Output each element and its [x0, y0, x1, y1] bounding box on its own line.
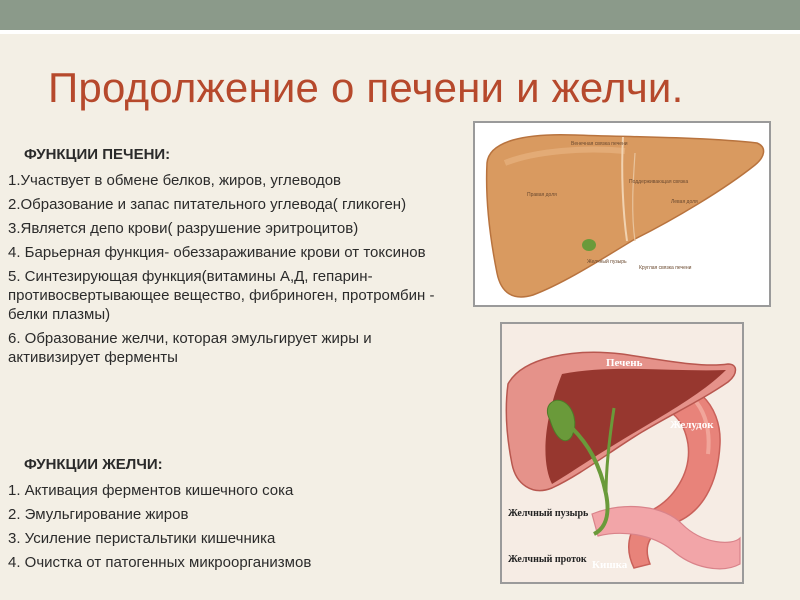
liver-functions-heading: ФУНКЦИИ ПЕЧЕНИ: — [24, 146, 171, 163]
liver-anatomy-figure — [473, 121, 771, 307]
figure1-label: Круглая связка печени — [639, 265, 692, 271]
figure1-label: Венечная связка печени — [571, 141, 628, 147]
list-item: 3. Усиление перистальтики кишечника — [8, 530, 276, 547]
list-item: 4. Очистка от патогенных микроорганизмов — [8, 554, 312, 571]
list-item: 4. Барьерная функция- обеззараживание крови от токсинов — [8, 244, 426, 261]
figure2-label: Желчный проток — [508, 554, 587, 565]
organs-illustration — [502, 324, 742, 582]
top-bar — [0, 0, 800, 30]
figure1-label: Левая доля — [671, 199, 698, 205]
figure2-label: Желудок — [670, 419, 714, 431]
liver-functions-list — [8, 171, 453, 372]
liver-illustration — [475, 123, 769, 305]
digestive-organs-figure — [500, 322, 744, 584]
figure2-label: Кишка — [592, 559, 628, 571]
gallbladder-shape — [582, 239, 596, 251]
list-item: 2. Эмульгирование жиров — [8, 506, 189, 523]
figure1-label: Поддерживающая связка — [629, 179, 689, 185]
list-item: 1.Участвует в обмене белков, жиров, углеводов — [8, 172, 342, 189]
top-divider — [0, 30, 800, 34]
list-item: 1. Активация ферментов кишечного сока — [8, 482, 294, 499]
figure2-label: Желчный пузырь — [508, 508, 589, 519]
bile-functions-list — [8, 481, 453, 577]
bile-functions-heading: ФУНКЦИИ ЖЕЛЧИ: — [24, 456, 163, 473]
slide-title: Продолжение о печени и желчи. — [48, 64, 684, 111]
list-item: 2.Образование и запас питательного углевода( гликоген) — [8, 196, 407, 213]
figure1-label: Правая доля — [527, 192, 557, 198]
list-item: 3.Является депо крови( разрушение эритроцитов) — [8, 220, 359, 237]
list-item: 5. Синтезирующая функция(витамины А,Д, гепарин- противосвертывающее вещество, фибриноген, протромбин - белки плазмы) — [8, 268, 435, 323]
figure1-label: Желчный пузырь — [587, 259, 627, 265]
figure2-label: Печень — [606, 357, 643, 369]
list-item: 6. Образование желчи, которая эмульгирует жиры и активизирует ферменты — [8, 330, 372, 366]
